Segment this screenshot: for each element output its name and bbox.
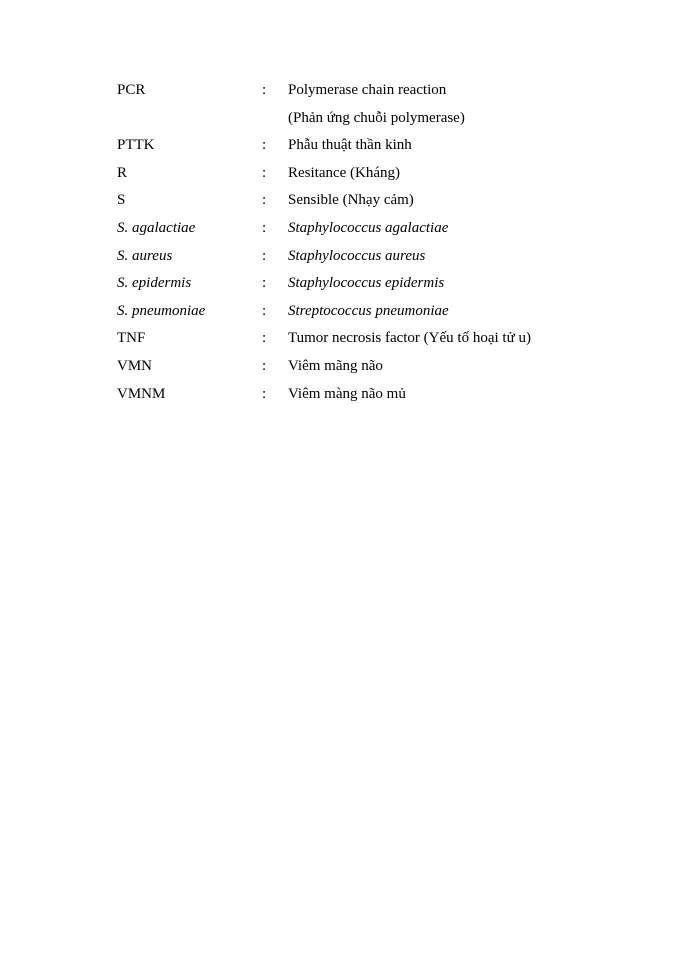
abbreviation-row-vmn (117, 355, 677, 383)
abbreviation-row-vmnm (117, 383, 677, 411)
abbreviation-term: PTTK (117, 137, 155, 154)
abbreviation-list (117, 79, 677, 410)
abbreviation-definition: Polymerase chain reaction (288, 82, 447, 98)
abbreviation-definition: Viêm mãng não (288, 357, 383, 374)
abbreviation-row-s-aureus (117, 245, 677, 273)
separator-colon: : (262, 385, 267, 402)
separator-colon: : (262, 192, 267, 209)
separator-colon: : (262, 275, 267, 292)
separator-colon: : (262, 137, 267, 154)
abbreviation-definition: Tumor necrosis factor (Yếu tố hoại tử u) (288, 330, 531, 347)
abbreviation-term: S. agalactiae (117, 219, 196, 236)
abbreviation-row-s-pneumoniae (117, 300, 677, 328)
abbreviation-row-s-agalactiae (117, 217, 677, 245)
abbreviation-term: PCR (117, 82, 146, 98)
abbreviation-definition: Sensible (Nhạy cảm) (288, 192, 414, 209)
separator-colon: : (262, 357, 267, 374)
abbreviation-term: S. pneumoniae (117, 302, 206, 319)
abbreviation-term: R (117, 164, 128, 181)
abbreviation-row-pcr-continued (117, 107, 677, 135)
abbreviation-definition: Viêm màng não mủ (288, 385, 406, 402)
abbreviation-term: VMNM (117, 385, 166, 402)
abbreviation-definition: Phẫu thuật thần kinh (288, 137, 412, 154)
abbreviation-term: TNF (117, 330, 146, 347)
separator-colon: : (262, 164, 267, 181)
abbreviation-definition: Staphylococcus epidermis (288, 275, 445, 292)
abbreviation-row-tnf (117, 327, 677, 355)
abbreviation-definition: Staphylococcus aureus (288, 247, 426, 264)
abbreviation-term: S. aureus (117, 247, 173, 264)
abbreviation-term: S. epidermis (117, 275, 192, 292)
abbreviation-definition: Resitance (Kháng) (288, 164, 401, 181)
abbreviation-row-pcr (117, 79, 677, 107)
abbreviation-row-s (117, 189, 677, 217)
separator-colon: : (262, 219, 267, 236)
abbreviation-row-s-epidermis (117, 272, 677, 300)
separator-colon: : (262, 302, 267, 319)
abbreviation-term: S (117, 192, 126, 209)
abbreviation-definition: Streptococcus pneumoniae (288, 302, 449, 319)
separator-colon: : (262, 82, 267, 98)
separator-colon: : (262, 247, 267, 264)
abbreviation-definition: Staphylococcus agalactiae (288, 219, 449, 236)
abbreviation-term: VMN (117, 357, 153, 374)
abbreviation-row-pttk (117, 134, 677, 162)
abbreviation-definition: (Phản ứng chuỗi polymerase) (288, 109, 465, 126)
separator-colon: : (262, 330, 267, 347)
abbreviation-row-r (117, 162, 677, 190)
